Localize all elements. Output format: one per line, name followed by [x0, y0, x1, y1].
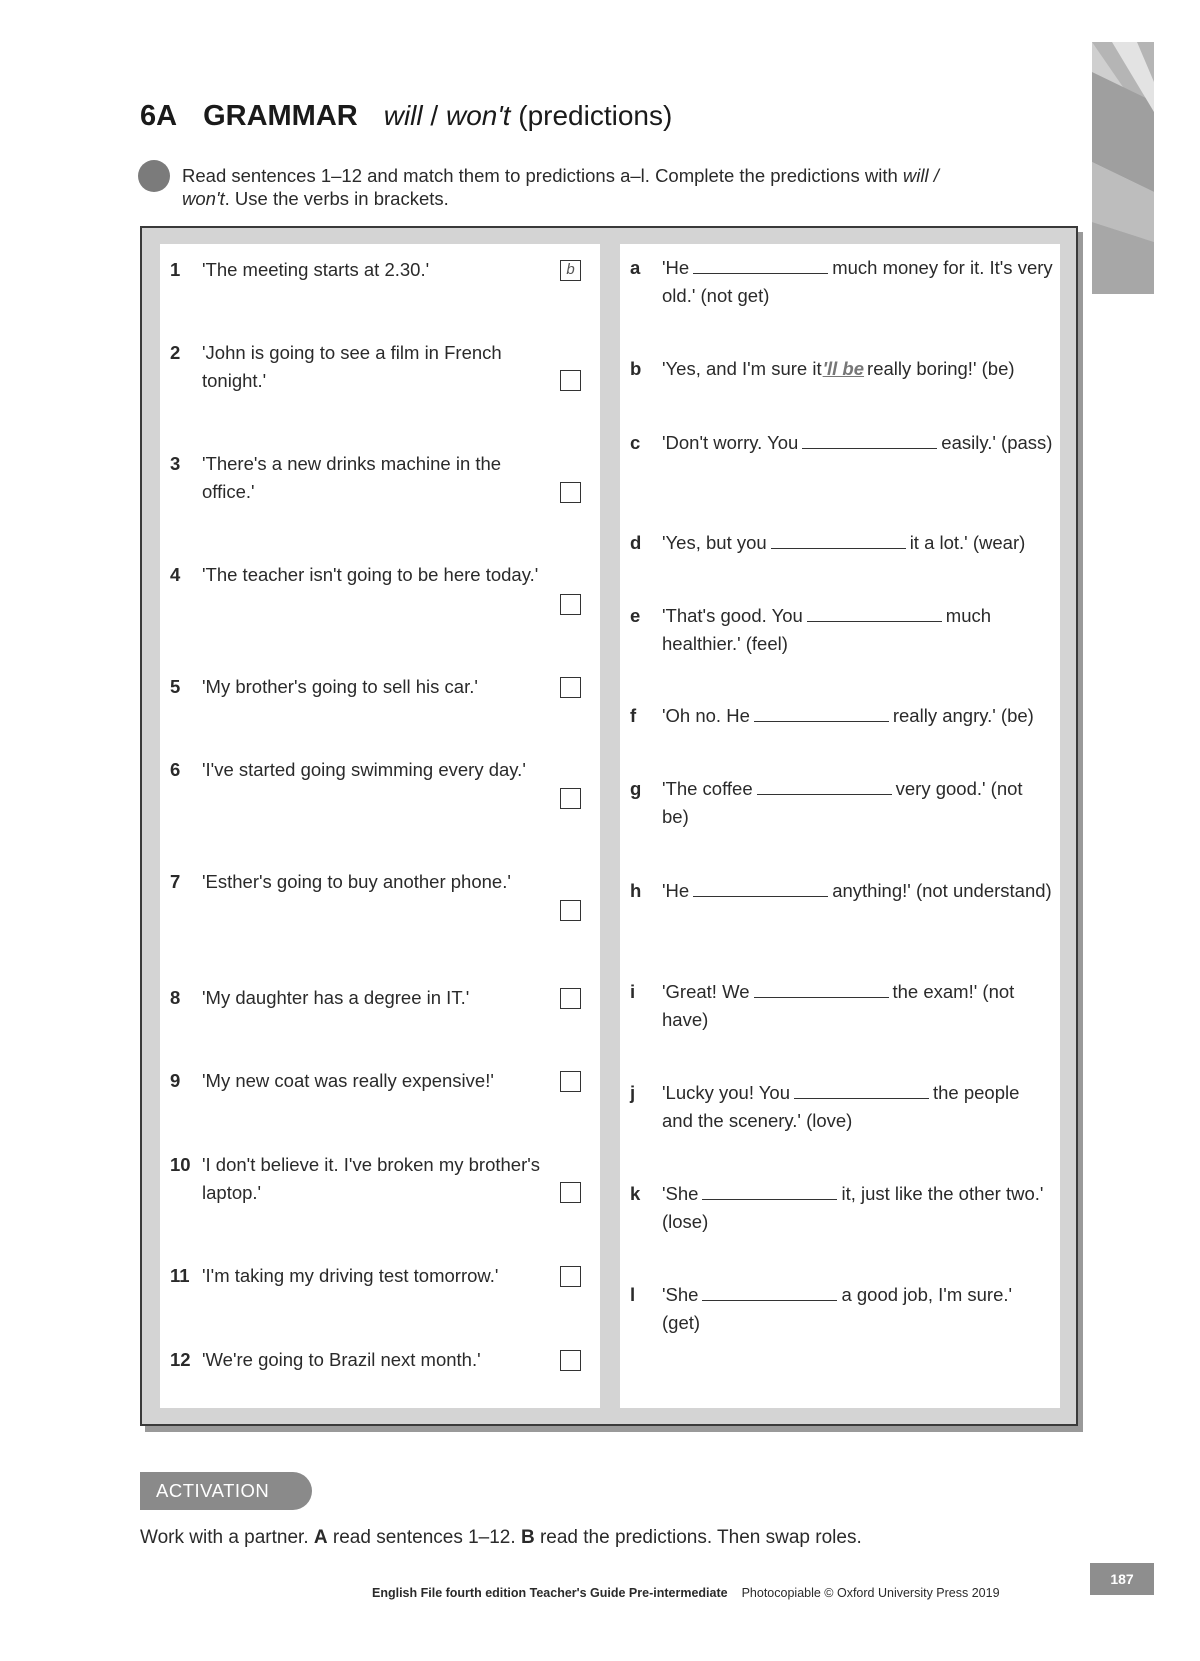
sentence-number: 9 [170, 1070, 181, 1091]
prediction-before: 'He [662, 880, 690, 901]
prediction-after: it, just like the other two.' (lose) [662, 1183, 1044, 1232]
prediction-text [662, 978, 1054, 1034]
prediction-letter: f [630, 705, 637, 726]
activation-label: ACTIVATION [140, 1472, 312, 1510]
activation-t1: Work with a partner. [140, 1527, 314, 1548]
sentence-number: 8 [170, 987, 181, 1008]
answer-box[interactable] [560, 677, 581, 698]
footer [372, 1586, 1000, 1600]
page-title [140, 100, 672, 133]
activation-t2: read sentences 1–12. [327, 1527, 521, 1548]
answer-box[interactable] [560, 1266, 581, 1287]
prediction-before: 'Great! We [662, 981, 750, 1002]
sentence-text: 'John is going to see a film in French tonight.' [202, 342, 502, 391]
prediction-letter: d [630, 532, 642, 553]
prediction-before: 'That's good. You [662, 605, 803, 626]
instruction-italic: will / won't [182, 165, 939, 209]
prediction-text [662, 1079, 1054, 1135]
instruction-bullet-icon [138, 160, 170, 192]
answer-blank[interactable] [802, 429, 937, 449]
prediction-after: really angry.' (be) [892, 705, 1034, 726]
sentence-text: 'The teacher isn't going to be here today.' [202, 564, 539, 585]
answer-box[interactable] [560, 788, 581, 809]
prediction-before: 'Yes, but you [662, 532, 767, 553]
sentence-text: 'There's a new drinks machine in the office.' [202, 453, 502, 502]
answer-blank[interactable] [754, 978, 889, 998]
prediction-text [662, 254, 1054, 310]
sentence-number: 7 [170, 871, 181, 892]
prediction-text [662, 355, 1054, 383]
answer-blank[interactable] [794, 1079, 929, 1099]
prediction-after: really boring!' (be) [867, 358, 1015, 379]
prediction-text [662, 775, 1054, 831]
answer-blank[interactable] [702, 1281, 837, 1301]
prediction-text [662, 429, 1054, 457]
answer-box[interactable] [560, 594, 581, 615]
sentence-text: 'We're going to Brazil next month.' [202, 1349, 481, 1370]
prediction-after: the exam!' (not have) [662, 981, 1015, 1030]
prediction-before: 'She [662, 1183, 699, 1204]
sentence-number: 11 [170, 1265, 190, 1286]
answer-blank[interactable] [693, 877, 828, 897]
prediction-text [662, 1180, 1054, 1236]
prediction-after: it a lot.' (wear) [909, 532, 1026, 553]
section-name: GRAMMAR [203, 100, 358, 132]
prediction-after: much money for it. It's very old.' (not get) [662, 257, 1053, 306]
prediction-letter: h [630, 880, 642, 901]
section-topic [384, 100, 673, 131]
prediction-text [662, 1281, 1054, 1337]
instruction-part1: Read sentences 1–12 and match them to predictions a–l. Complete the predictions with [182, 165, 903, 186]
section-code: 6A [140, 100, 178, 132]
activation-t3: read the predictions. Then swap roles. [534, 1527, 862, 1548]
prediction-letter: a [630, 257, 641, 278]
answer-box[interactable] [560, 1071, 581, 1092]
sentence-text: 'My daughter has a degree in IT.' [202, 987, 470, 1008]
prediction-text [662, 602, 1054, 658]
activation-b: B [520, 1527, 535, 1548]
topic-wont: won't [445, 100, 511, 131]
prediction-before: 'She [662, 1284, 699, 1305]
activation-a: A [313, 1527, 328, 1548]
prediction-text [662, 702, 1054, 730]
activation-text [140, 1527, 862, 1549]
topic-rest: (predictions) [510, 100, 673, 131]
prediction-before: 'Don't worry. You [662, 432, 799, 453]
sentence-text: 'I'm taking my driving test tomorrow.' [202, 1265, 499, 1286]
prediction-text [662, 877, 1054, 905]
sentence-number: 2 [170, 342, 181, 363]
topic-sep: / [422, 100, 446, 131]
prediction-letter: j [630, 1082, 636, 1103]
instruction-part2: . Use the verbs in brackets. [224, 188, 449, 209]
topic-will: will [383, 100, 423, 131]
sentence-number: 3 [170, 453, 181, 474]
sentence-number: 4 [170, 564, 181, 585]
prediction-text [662, 529, 1054, 557]
sentence-text: 'My brother's going to sell his car.' [202, 676, 478, 697]
prediction-after: very good.' (not be) [662, 778, 1023, 827]
answer-blank[interactable] [754, 702, 889, 722]
corner-decoration [1092, 42, 1154, 294]
prediction-after: a good job, I'm sure.' (get) [662, 1284, 1013, 1333]
footer-rights: Photocopiable © Oxford University Press 2019 [741, 1586, 1000, 1600]
sentence-number: 10 [170, 1154, 191, 1175]
instruction-text [182, 164, 982, 210]
prediction-before: 'Lucky you! You [662, 1082, 790, 1103]
answer-box[interactable] [560, 988, 581, 1009]
answer-box[interactable] [560, 900, 581, 921]
sentence-text: 'The meeting starts at 2.30.' [202, 259, 430, 280]
prediction-after: easily.' (pass) [941, 432, 1053, 453]
sentence-number: 5 [170, 676, 181, 697]
prediction-letter: e [630, 605, 641, 626]
prediction-before: 'Oh no. He [662, 705, 750, 726]
answer-box[interactable] [560, 482, 581, 503]
prediction-letter: c [630, 432, 641, 453]
prediction-before: 'He [662, 257, 690, 278]
answer-blank[interactable] [807, 602, 942, 622]
sentence-text: 'My new coat was really expensive!' [202, 1070, 494, 1091]
prediction-letter: k [630, 1183, 641, 1204]
sentence-text: 'Esther's going to buy another phone.' [202, 871, 511, 892]
page-number: 187 [1090, 1563, 1154, 1595]
prediction-letter: g [630, 778, 642, 799]
sentence-text: 'I don't believe it. I've broken my brother's laptop.' [202, 1154, 541, 1203]
prediction-before: 'The coffee [662, 778, 753, 799]
answer-box[interactable] [560, 1182, 581, 1203]
prediction-letter: l [630, 1284, 636, 1305]
answer-box[interactable] [560, 1350, 581, 1371]
answer-blank[interactable] [771, 529, 906, 549]
sentence-number: 6 [170, 759, 181, 780]
footer-book: English File fourth edition Teacher's Guide Pre-intermediate [372, 1586, 728, 1600]
prediction-letter: i [630, 981, 636, 1002]
answer-box[interactable]: b [560, 260, 581, 281]
prediction-after: much healthier.' (feel) [662, 605, 992, 654]
answer-blank[interactable] [702, 1180, 837, 1200]
sentence-text: 'I've started going swimming every day.' [202, 759, 526, 780]
prediction-before: 'Yes, and I'm sure it [662, 358, 822, 379]
answer-box[interactable] [560, 370, 581, 391]
sentence-number: 1 [170, 259, 181, 280]
answer-blank[interactable] [757, 775, 892, 795]
answer-blank[interactable] [693, 254, 828, 274]
prediction-after: the people and the scenery.' (love) [662, 1082, 1020, 1131]
sentence-number: 12 [170, 1349, 191, 1370]
sentences-column [160, 244, 600, 1408]
example-answer: 'll be [822, 358, 865, 379]
prediction-letter: b [630, 358, 642, 379]
prediction-after: anything!' (not understand) [832, 880, 1052, 901]
